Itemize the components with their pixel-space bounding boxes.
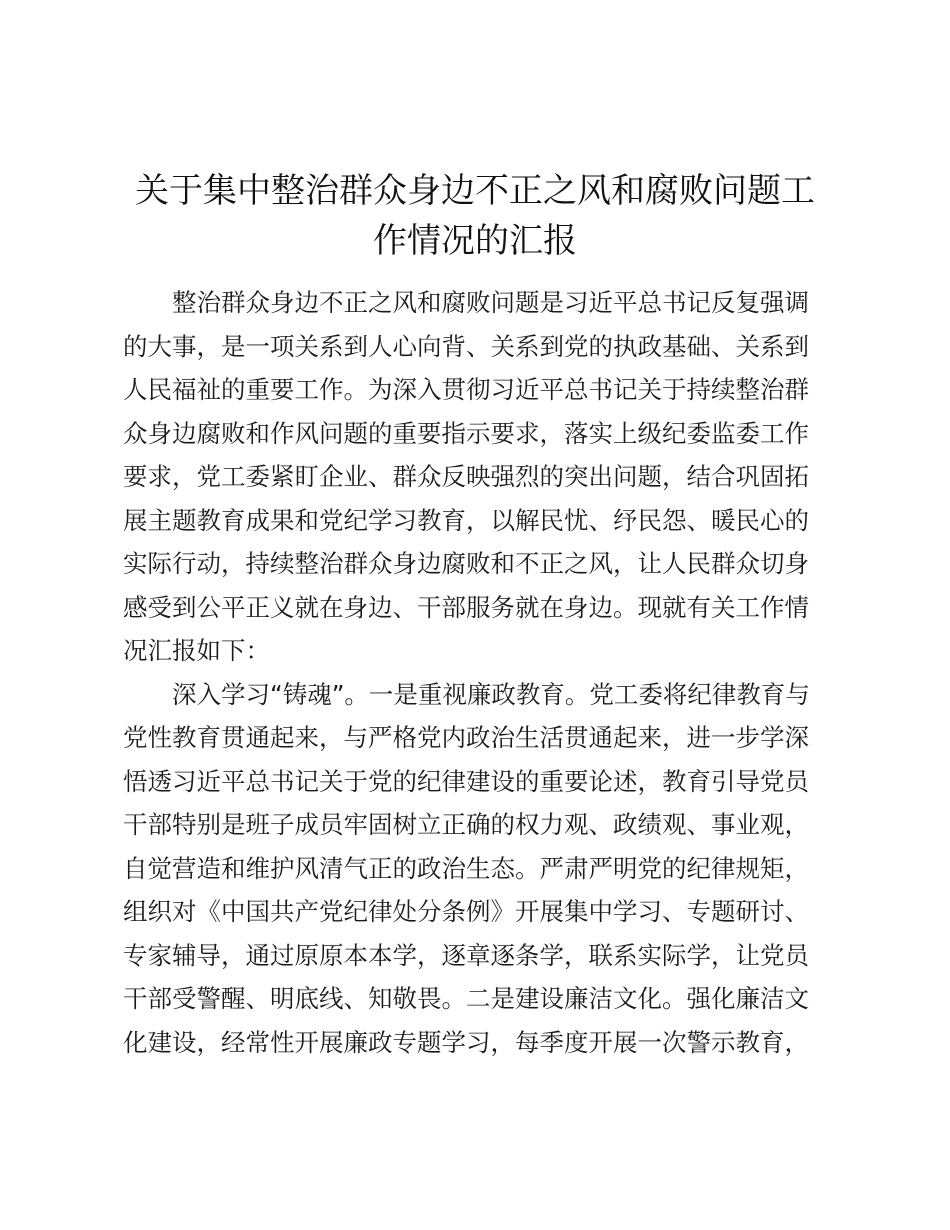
- title-line-1: 关于集中整治群众身边不正之风和腐败问题工: [135, 171, 815, 211]
- paragraph-1-line: 要求，党工委紧盯企业、群众反映强烈的突出问题，结合巩固拓: [123, 462, 809, 491]
- title-line-2: 作情况的汇报: [373, 221, 577, 261]
- paragraph-2-line: 党性教育贯通起来，与严格党内政治生活贯通起来，进一步学深: [123, 723, 809, 752]
- paragraph-2-line: 自觉营造和维护风清气正的政治生态。严肃严明党的纪律规矩，: [123, 853, 809, 883]
- paragraph-2-line: 专家辅导，通过原原本本学，逐章逐条学，联系实际学，让党员: [123, 940, 809, 970]
- paragraph-1-line: 实际行动，持续整治群众身边腐败和不正之风，让人民群众切身: [123, 549, 809, 578]
- paragraph-1-line: 整治群众身边不正之风和腐败问题是习近平总书记反复强调: [172, 288, 809, 317]
- paragraph-2-line: 干部受警醒、明底线、知敬畏。二是建设廉洁文化。强化廉洁文: [123, 984, 809, 1013]
- paragraph-2-line: 化建设，经常性开展廉政专题学习，每季度开展一次警示教育，: [123, 1027, 809, 1057]
- paragraph-1-line: 的大事，是一项关系到人心向背、关系到党的执政基础、关系到: [123, 331, 809, 361]
- paragraph-1-line: 人民福祉的重要工作。为深入贯彻习近平总书记关于持续整治群: [123, 375, 809, 404]
- paragraph-2-line: 悟透习近平总书记关于党的纪律建设的重要论述，教育引导党员: [123, 766, 809, 796]
- paragraph-1-line: 众身边腐败和作风问题的重要指示要求，落实上级纪委监委工作: [123, 418, 809, 448]
- paragraph-1-line: 况汇报如下：: [123, 636, 270, 665]
- paragraph-1-line: 感受到公平正义就在身边、干部服务就在身边。现就有关工作情: [123, 592, 809, 622]
- document-body: [123, 281, 828, 1064]
- paragraph-2-line: 深入学习“铸魂”。一是重视廉政教育。党工委将纪律教育与: [172, 679, 810, 709]
- paragraph-1-line: 展主题教育成果和党纪学习教育，以解民忧、纾民怨、暖民心的: [123, 505, 809, 535]
- paragraph-2-line: 干部特别是班子成员牢固树立正确的权力观、政绩观、事业观，: [123, 810, 809, 839]
- document-title: [120, 166, 830, 266]
- paragraph-2-line: 组织对《中国共产党纪律处分条例》开展集中学习、专题研讨、: [123, 897, 809, 926]
